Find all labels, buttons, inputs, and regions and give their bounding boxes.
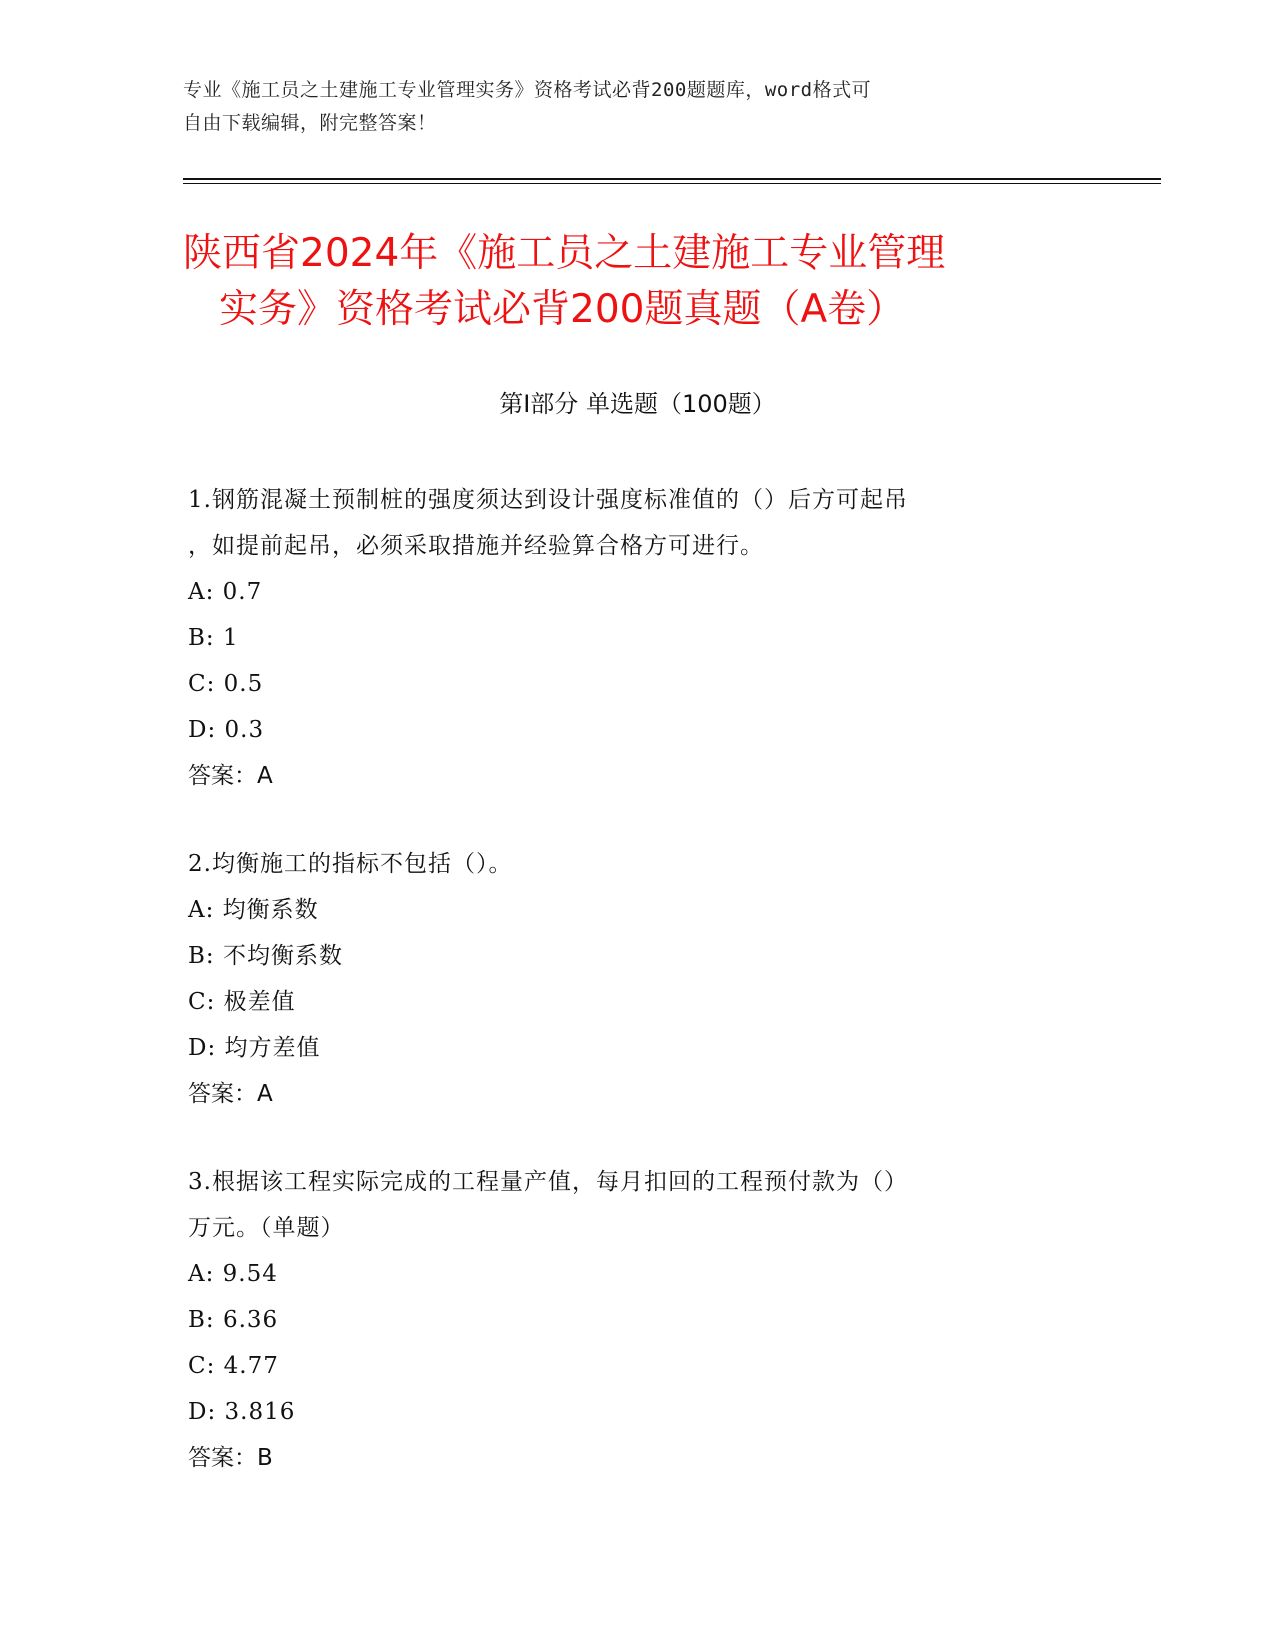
option-b: B: 6.36: [188, 1307, 279, 1333]
option-d: D: 0.3: [188, 717, 265, 743]
question-1: [188, 477, 1068, 799]
answer: 答案：A: [188, 1081, 273, 1107]
question-stem-line: 万元。（单题）: [188, 1215, 345, 1241]
option-b: B: 不均衡系数: [188, 943, 343, 969]
answer: 答案：A: [188, 763, 273, 789]
question-list: [188, 477, 1068, 1523]
option-d: D: 3.816: [188, 1399, 296, 1425]
option-c: C: 4.77: [188, 1353, 279, 1379]
option-a: A: 均衡系数: [188, 897, 319, 923]
option-d: D: 均方差值: [188, 1035, 321, 1061]
section-title: 第Ⅰ部分 单选题（100题）: [499, 390, 776, 418]
option-b: B: 1: [188, 625, 239, 651]
question-stem-line: 1.钢筋混凝土预制桩的强度须达到设计强度标准值的（）后方可起吊: [188, 487, 908, 513]
document-title: [183, 226, 1103, 338]
question-2: [188, 841, 1068, 1117]
option-c: C: 0.5: [188, 671, 264, 697]
option-c: C: 极差值: [188, 989, 296, 1015]
option-a: A: 0.7: [188, 579, 263, 605]
question-stem-line: 2.均衡施工的指标不包括（）。: [188, 851, 513, 877]
header-note: [183, 74, 1063, 140]
question-stem-line: 3.根据该工程实际完成的工程量产值，每月扣回的工程预付款为（）: [188, 1169, 908, 1195]
answer: 答案：B: [188, 1445, 273, 1471]
header-note-line-2: 自由下载编辑，附完整答案！: [183, 112, 437, 134]
document-title-line-2: 实务》资格考试必背200题真题（A卷）: [219, 287, 906, 332]
document-title-line-1: 陕西省2024年《施工员之土建施工专业管理: [183, 231, 946, 276]
option-a: A: 9.54: [188, 1261, 278, 1287]
header-divider-thin: [183, 183, 1161, 184]
header-note-line-1: 专业《施工员之土建施工专业管理实务》资格考试必背200题题库，word格式可: [183, 79, 872, 101]
header-divider-thick: [183, 178, 1161, 180]
question-stem-line: ，如提前起吊，必须采取措施并经验算合格方可进行。: [188, 533, 764, 559]
question-3: [188, 1159, 1068, 1481]
